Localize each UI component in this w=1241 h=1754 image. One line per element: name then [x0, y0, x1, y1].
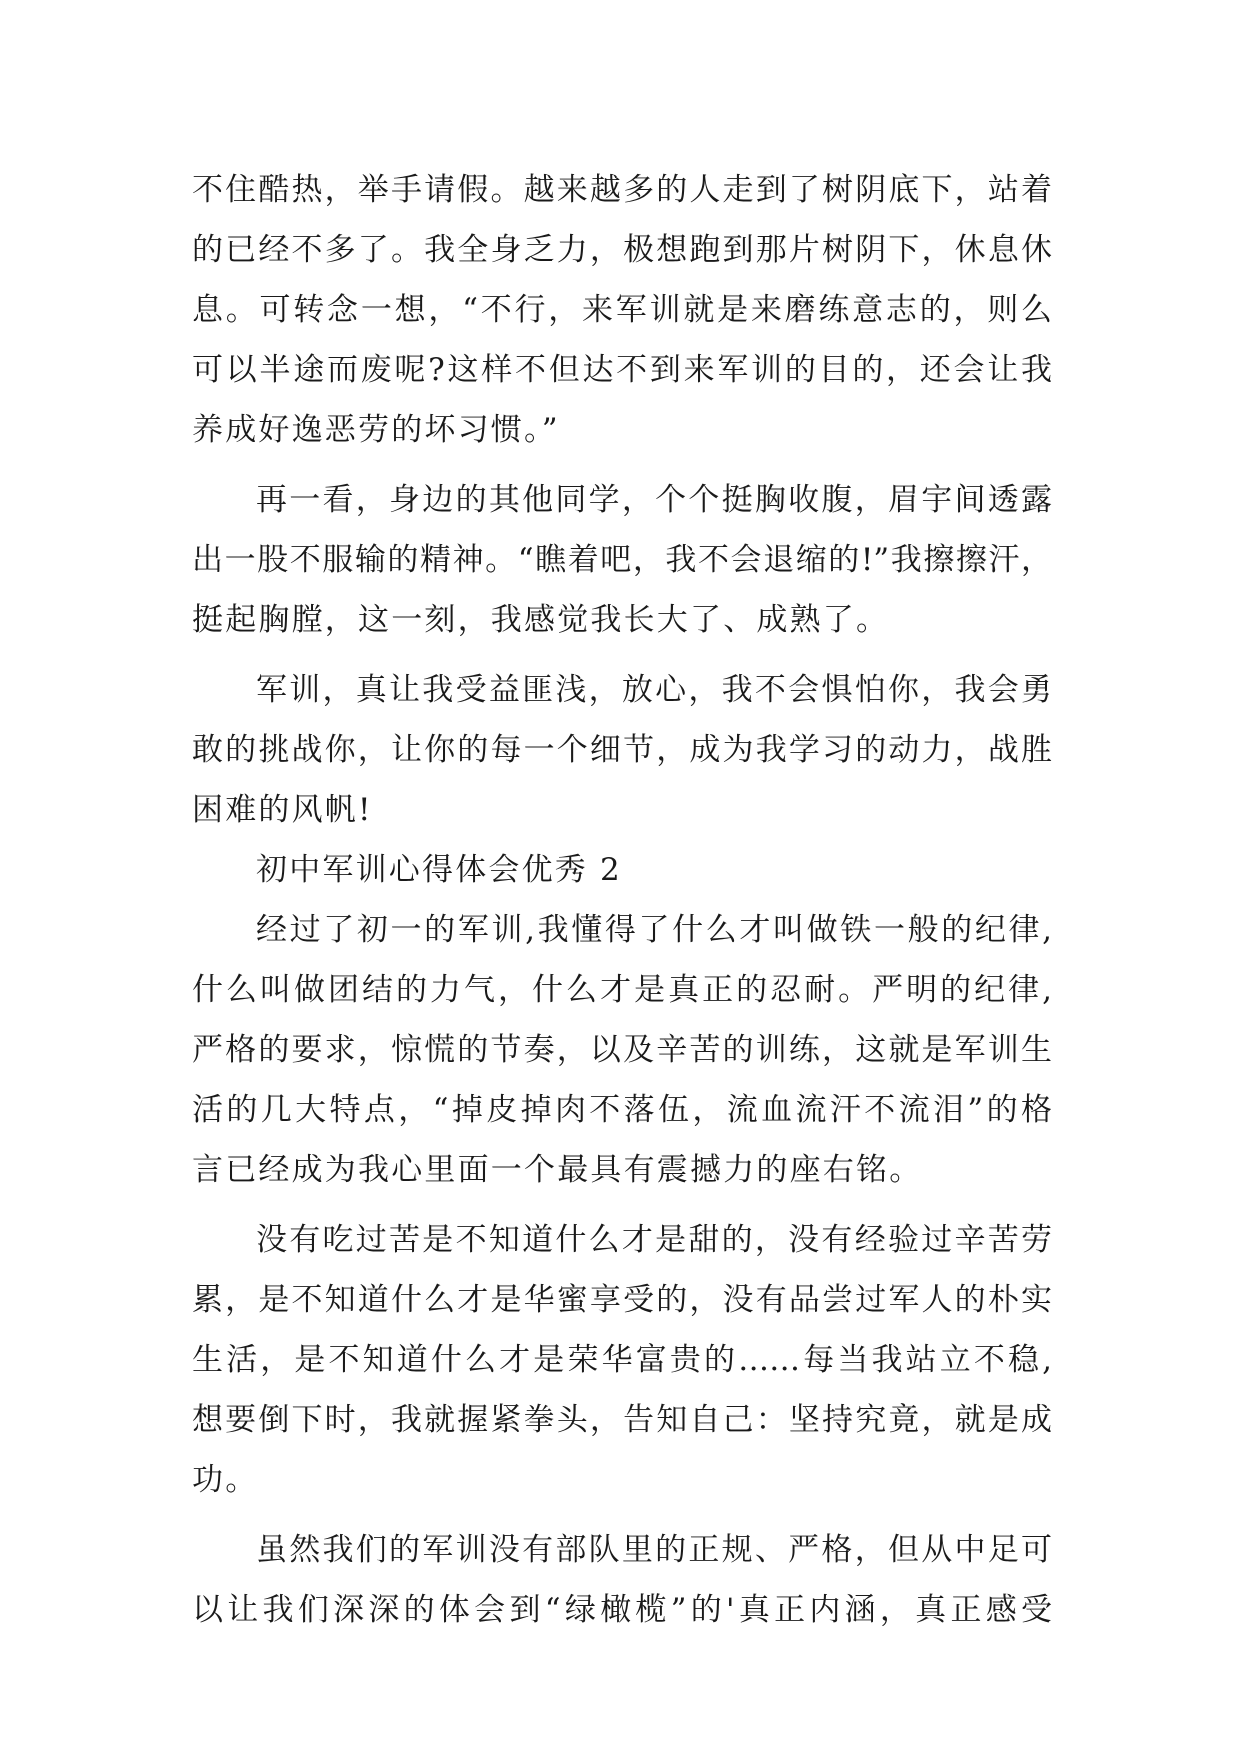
text-line: 虽然我们的军训没有部队里的正规、严格，但从中足可 [256, 1532, 1052, 1568]
text-line: 经过了初一的军训,我懂得了什么才叫做铁一般的纪律, [256, 912, 1052, 948]
text-line: 生活，是不知道什么才是荣华富贵的……每当我站立不稳, [192, 1342, 1052, 1378]
text-line: 可以半途而废呢?这样不但达不到来军训的目的，还会让我 [192, 352, 1052, 388]
text-line: 息。可转念一想，“不行，来军训就是来磨练意志的，则么 [192, 292, 1052, 328]
text-line: 想要倒下时，我就握紧拳头，告知自己：坚持究竟，就是成 [192, 1402, 1052, 1438]
text-line: 活的几大特点，“掉皮掉肉不落伍，流血流汗不流泪”的格 [192, 1092, 1052, 1128]
text-line: 军训，真让我受益匪浅，放心，我不会惧怕你，我会勇 [256, 672, 1052, 708]
section-heading: 初中军训心得体会优秀 2 [256, 852, 622, 888]
text-line: 困难的风帆! [192, 792, 373, 828]
text-line: 不住酷热，举手请假。越来越多的人走到了树阴底下，站着 [192, 172, 1052, 208]
body-text [192, 160, 1052, 1640]
text-line: 出一股不服输的精神。“瞧着吧，我不会退缩的!”我擦擦汗， [192, 542, 1052, 578]
text-line: 的已经不多了。我全身乏力，极想跑到那片树阴下，休息休 [192, 232, 1052, 268]
text-line: 再一看，身边的其他同学，个个挺胸收腹，眉宇间透露 [256, 482, 1052, 518]
text-line: 严格的要求，惊慌的节奏，以及辛苦的训练，这就是军训生 [192, 1032, 1052, 1068]
text-line: 敢的挑战你，让你的每一个细节，成为我学习的动力，战胜 [192, 732, 1052, 768]
text-line: 没有吃过苦是不知道什么才是甜的，没有经验过辛苦劳 [256, 1222, 1052, 1258]
text-line: 以让我们深深的体会到“绿橄榄”的'真正内涵，真正感受 [192, 1592, 1052, 1628]
text-line: 什么叫做团结的力气，什么才是真正的忍耐。严明的纪律, [192, 972, 1052, 1008]
text-line: 养成好逸恶劳的坏习惯。” [192, 412, 560, 448]
text-line: 言已经成为我心里面一个最具有震撼力的座右铭。 [192, 1152, 923, 1188]
text-line: 累，是不知道什么才是华蜜享受的，没有品尝过军人的朴实 [192, 1282, 1052, 1318]
text-line: 挺起胸膛，这一刻，我感觉我长大了、成熟了。 [192, 602, 890, 638]
text-line: 功。 [192, 1462, 259, 1498]
